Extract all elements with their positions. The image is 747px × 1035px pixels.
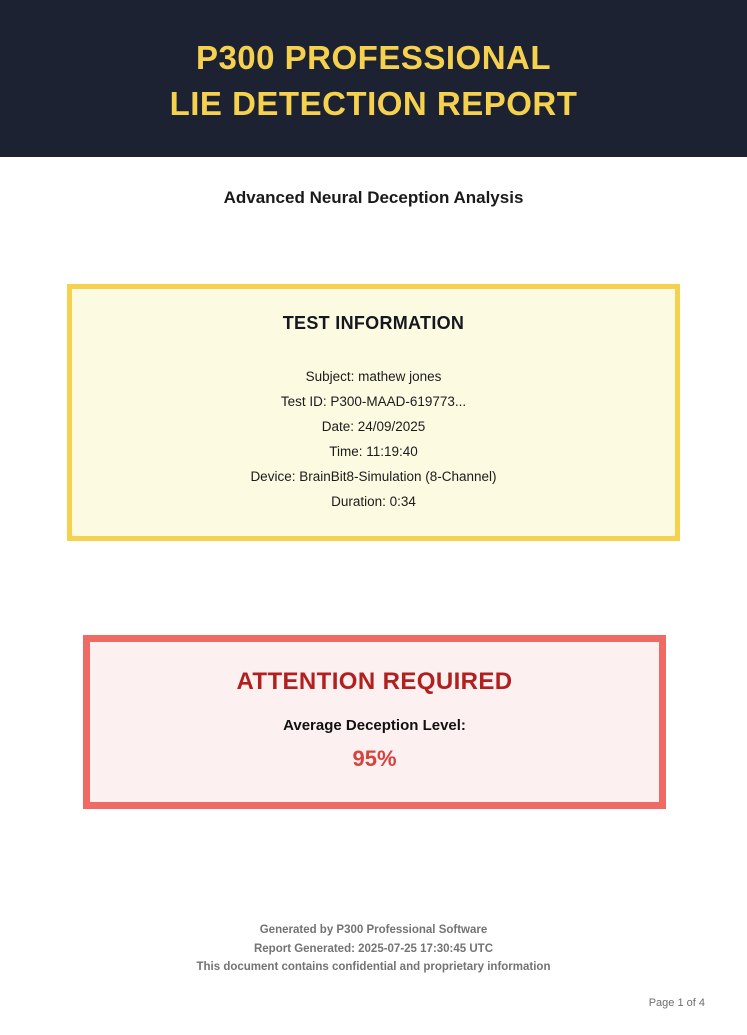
test-info-test-id: Test ID: P300-MAAD-619773... [280,394,467,409]
test-info-subject: Subject: mathew jones [305,369,442,384]
test-info-device: Device: BrainBit8-Simulation (8-Channel) [250,469,497,484]
footer-generated-timestamp: Report Generated: 2025-07-25 17:30:45 UTC [253,942,494,955]
attention-required-panel [83,635,666,809]
report-title-line-2: LIE DETECTION REPORT [169,84,578,122]
average-deception-level-label: Average Deception Level: [283,717,466,734]
test-info-duration: Duration: 0:34 [331,494,416,509]
report-title-line-1: P300 PROFESSIONAL [195,38,552,76]
report-footer [0,921,747,977]
footer-confidentiality-notice: This document contains confidential and proprietary information [196,961,551,973]
test-information-heading: TEST INFORMATION [282,313,465,333]
page-indicator: Page 1 of 4 [648,997,705,1009]
test-information-panel [67,284,680,541]
report-header [0,0,747,157]
report-subtitle: Advanced Neural Deception Analysis [223,188,524,207]
average-deception-level-value: 95% [352,746,397,771]
test-info-time: Time: 11:19:40 [329,444,418,459]
test-info-date: Date: 24/09/2025 [321,419,426,434]
attention-required-heading: ATTENTION REQUIRED [236,668,513,695]
footer-generated-by: Generated by P300 Professional Software [259,924,488,936]
